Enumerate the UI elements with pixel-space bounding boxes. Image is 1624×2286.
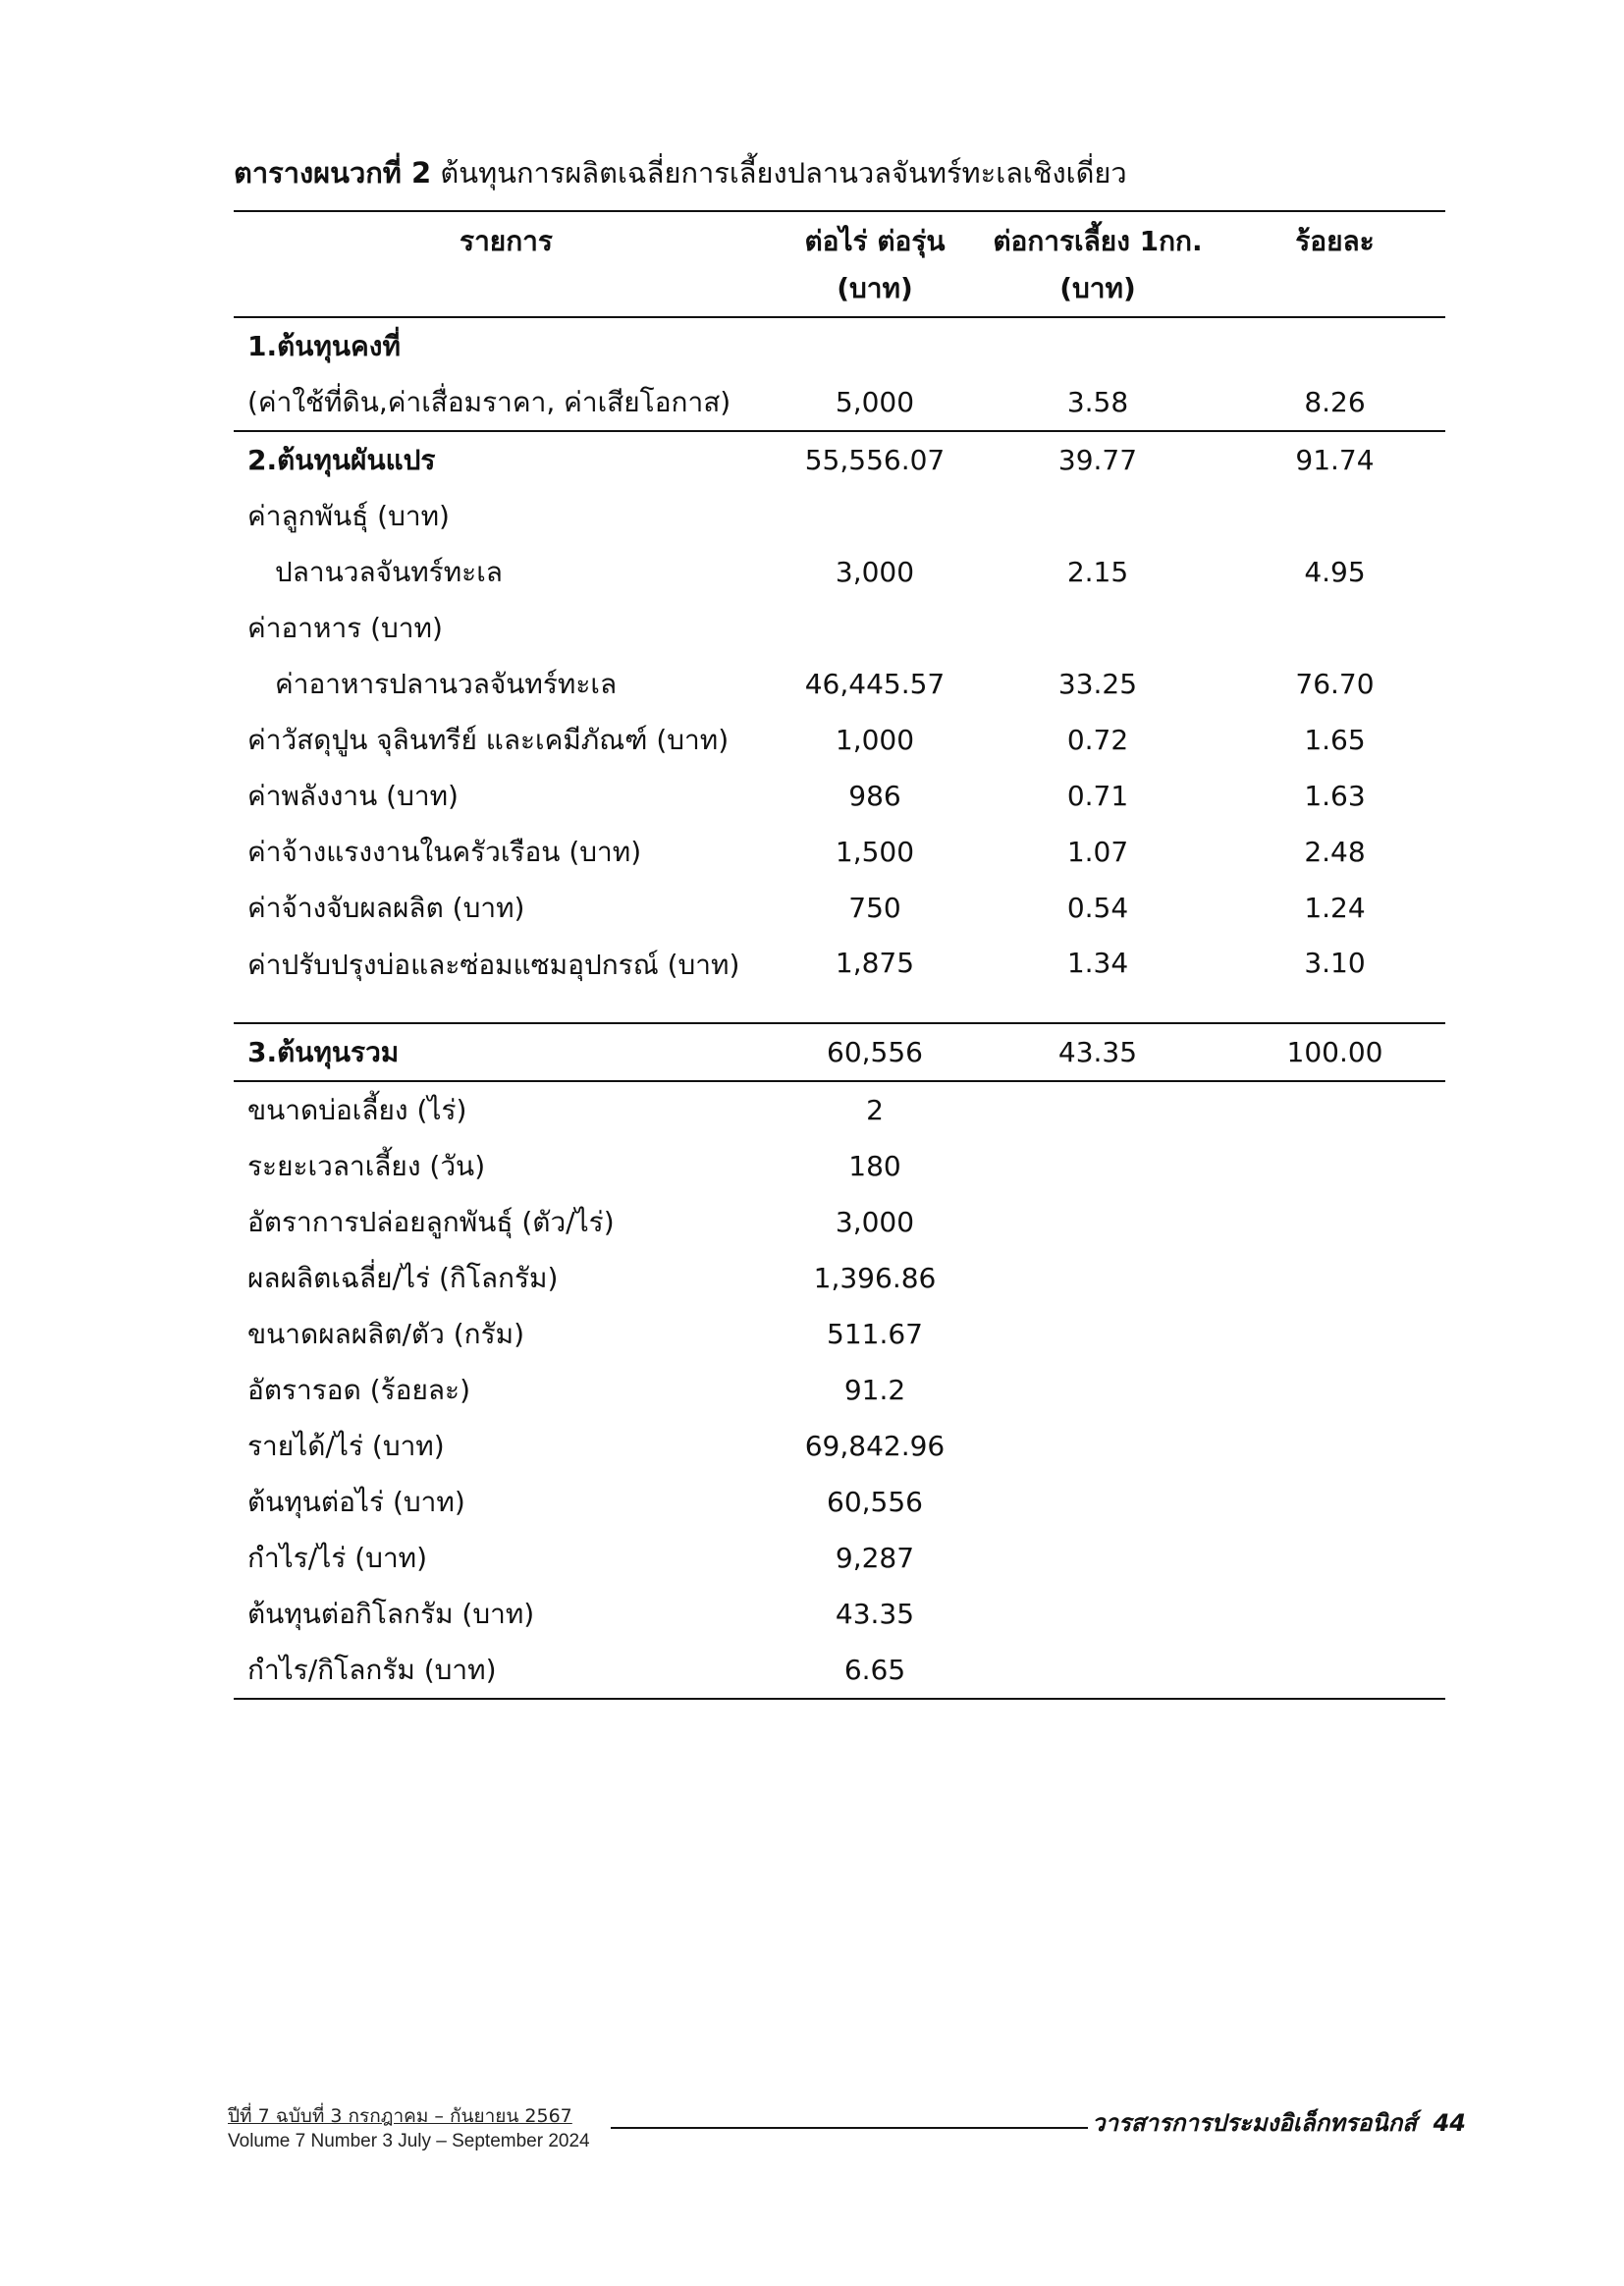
summary-value: 60,556 (827, 1485, 923, 1518)
header-per-rai: ต่อไร่ ต่อรุ่น (บาท) (804, 225, 946, 304)
row-percent: 1.63 (1304, 779, 1366, 812)
row-item: ค่าอาหารปลานวลจันทร์ทะเล (275, 667, 618, 700)
row-per-kg: 0.72 (1066, 723, 1129, 756)
journal-name: วารสารการประมงอิเล็กทรอนิกส์ (1092, 2109, 1417, 2137)
summary-value: 6.65 (779, 1642, 971, 1699)
row-per-rai: 750 (848, 891, 901, 924)
summary-item: กำไร/กิโลกรัม (บาท) (234, 1642, 779, 1699)
summary-item: ขนาดผลผลิต/ตัว (กรัม) (247, 1317, 525, 1350)
row-per-kg (971, 600, 1224, 656)
row-per-rai: 5,000 (835, 385, 915, 418)
summary-row (234, 1530, 1445, 1586)
summary-row (234, 1474, 1445, 1530)
row-per-kg: 43.35 (971, 1023, 1224, 1081)
row-per-rai: 1,000 (835, 723, 915, 756)
summary-item: ผลผลิตเฉลี่ย/ไร่ (กิโลกรัม) (247, 1261, 559, 1294)
caption-label: ตารางผนวกที่ 2 (234, 156, 432, 190)
summary-row (234, 1362, 1445, 1418)
row-per-kg (971, 488, 1224, 544)
page-number: 44 (1433, 2109, 1467, 2137)
footer-issue (228, 2103, 590, 2154)
row-item: ปลานวลจันทร์ทะเล (275, 555, 503, 588)
row-per-kg: 1.07 (1066, 835, 1129, 868)
summary-row (234, 1250, 1445, 1306)
table-row (234, 656, 1445, 712)
table-caption (234, 153, 1127, 192)
row-per-rai (779, 488, 971, 544)
table-row (234, 936, 1445, 1023)
cost-table (234, 210, 1445, 1700)
row-per-rai: 986 (848, 779, 901, 812)
row-percent: 91.74 (1224, 431, 1445, 488)
table-row (234, 768, 1445, 824)
row-item: 2.ต้นทุนผันแปร (234, 431, 779, 488)
row-percent (1224, 488, 1445, 544)
row-per-kg: 0.71 (1066, 779, 1129, 812)
summary-value: 43.35 (835, 1597, 915, 1630)
row-per-kg: 39.77 (971, 431, 1224, 488)
row-percent: 100.00 (1224, 1023, 1445, 1081)
header-item: รายการ (460, 225, 553, 257)
row-per-kg (971, 317, 1224, 374)
footer-journal (1092, 2108, 1466, 2138)
row-item: (ค่าใช้ที่ดิน,ค่าเสื่อมราคา, ค่าเสียโอกาส) (247, 385, 731, 418)
row-percent: 1.65 (1304, 723, 1366, 756)
header-per-kg: ต่อการเลี้ยง 1กก. (บาท) (993, 225, 1203, 304)
summary-row (234, 1418, 1445, 1474)
summary-row (234, 1306, 1445, 1362)
caption-text: ต้นทุนการผลิตเฉลี่ยการเลี้ยงปลานวลจันทร์ทะเลเชิงเดี่ยว (431, 156, 1127, 190)
table-row (234, 600, 1445, 656)
issue-thai: ปีที่ 7 ฉบับที่ 3 กรกฎาคม – กันยายน 2567 (228, 2105, 572, 2127)
summary-item: ต้นทุนต่อไร่ (บาท) (247, 1485, 465, 1518)
row-percent: 8.26 (1304, 385, 1366, 418)
row-percent: 1.24 (1304, 891, 1366, 924)
summary-row (234, 1194, 1445, 1250)
summary-item: ระยะเวลาเลี้ยง (วัน) (247, 1149, 486, 1182)
table-row (234, 544, 1445, 600)
summary-value: 180 (848, 1149, 901, 1182)
row-percent: 2.48 (1304, 835, 1366, 868)
table-row (234, 488, 1445, 544)
summary-value: 91.2 (843, 1373, 906, 1406)
row-per-rai: 1,875 (835, 947, 915, 979)
summary-value: 69,842.96 (804, 1429, 946, 1462)
row-percent: 3.10 (1304, 947, 1366, 979)
row-item: ค่าจ้างแรงงานในครัวเรือน (บาท) (247, 835, 642, 868)
summary-item: รายได้/ไร่ (บาท) (247, 1429, 445, 1462)
row-percent (1224, 600, 1445, 656)
row-per-rai (779, 600, 971, 656)
row-per-kg: 3.58 (1066, 385, 1129, 418)
footer-divider (611, 2127, 1088, 2129)
table-row (234, 880, 1445, 936)
summary-item: ต้นทุนต่อกิโลกรัม (บาท) (247, 1597, 535, 1630)
row-per-rai: 1,500 (835, 835, 915, 868)
summary-value: 511.67 (827, 1317, 923, 1350)
row-per-rai: 46,445.57 (804, 667, 946, 700)
row-item: ค่าจ้างจับผลผลิต (บาท) (247, 891, 525, 924)
row-percent: 4.95 (1304, 555, 1366, 588)
summary-value: 3,000 (835, 1205, 915, 1238)
summary-row (234, 1586, 1445, 1642)
summary-value: 9,287 (835, 1541, 915, 1574)
table-row (234, 1023, 1445, 1081)
summary-value: 2 (779, 1081, 971, 1138)
table-row (234, 431, 1445, 488)
row-item: 1.ต้นทุนคงที่ (247, 329, 401, 362)
summary-item: ขนาดบ่อเลี้ยง (ไร่) (234, 1081, 779, 1138)
table-row (234, 317, 1445, 374)
row-percent (1224, 317, 1445, 374)
table-header (234, 211, 1445, 317)
summary-item: กำไร/ไร่ (บาท) (247, 1541, 428, 1574)
row-percent: 76.70 (1295, 667, 1375, 700)
row-per-rai: 3,000 (835, 555, 915, 588)
summary-row (234, 1081, 1445, 1138)
row-per-rai: 60,556 (779, 1023, 971, 1081)
row-per-kg: 0.54 (1066, 891, 1129, 924)
row-per-rai (779, 317, 971, 374)
row-per-kg: 1.34 (1066, 947, 1129, 979)
summary-row (234, 1642, 1445, 1699)
row-item: 3.ต้นทุนรวม (234, 1023, 779, 1081)
row-item: ค่าพลังงาน (บาท) (247, 779, 459, 812)
row-item: ค่าลูกพันธุ์ (บาท) (247, 499, 450, 532)
header-percent: ร้อยละ (1295, 225, 1375, 257)
row-per-rai: 55,556.07 (779, 431, 971, 488)
row-item: ค่าวัสดุปูน จุลินทรีย์ และเคมีภัณฑ์ (บาท) (247, 723, 730, 756)
summary-item: อัตรารอด (ร้อยละ) (247, 1373, 471, 1406)
table-row (234, 712, 1445, 768)
table-row (234, 374, 1445, 431)
summary-item: อัตราการปล่อยลูกพันธุ์ (ตัว/ไร่) (247, 1205, 615, 1238)
summary-value: 1,396.86 (813, 1261, 937, 1294)
row-per-kg: 2.15 (1066, 555, 1129, 588)
summary-row (234, 1138, 1445, 1194)
table-row (234, 824, 1445, 880)
issue-english: Volume 7 Number 3 July – September 2024 (228, 2131, 590, 2151)
row-item: ค่าอาหาร (บาท) (247, 611, 443, 644)
row-per-kg: 33.25 (1057, 667, 1138, 700)
row-item: ค่าปรับปรุงบ่อและซ่อมแซมอุปกรณ์ (บาท) (247, 949, 740, 981)
